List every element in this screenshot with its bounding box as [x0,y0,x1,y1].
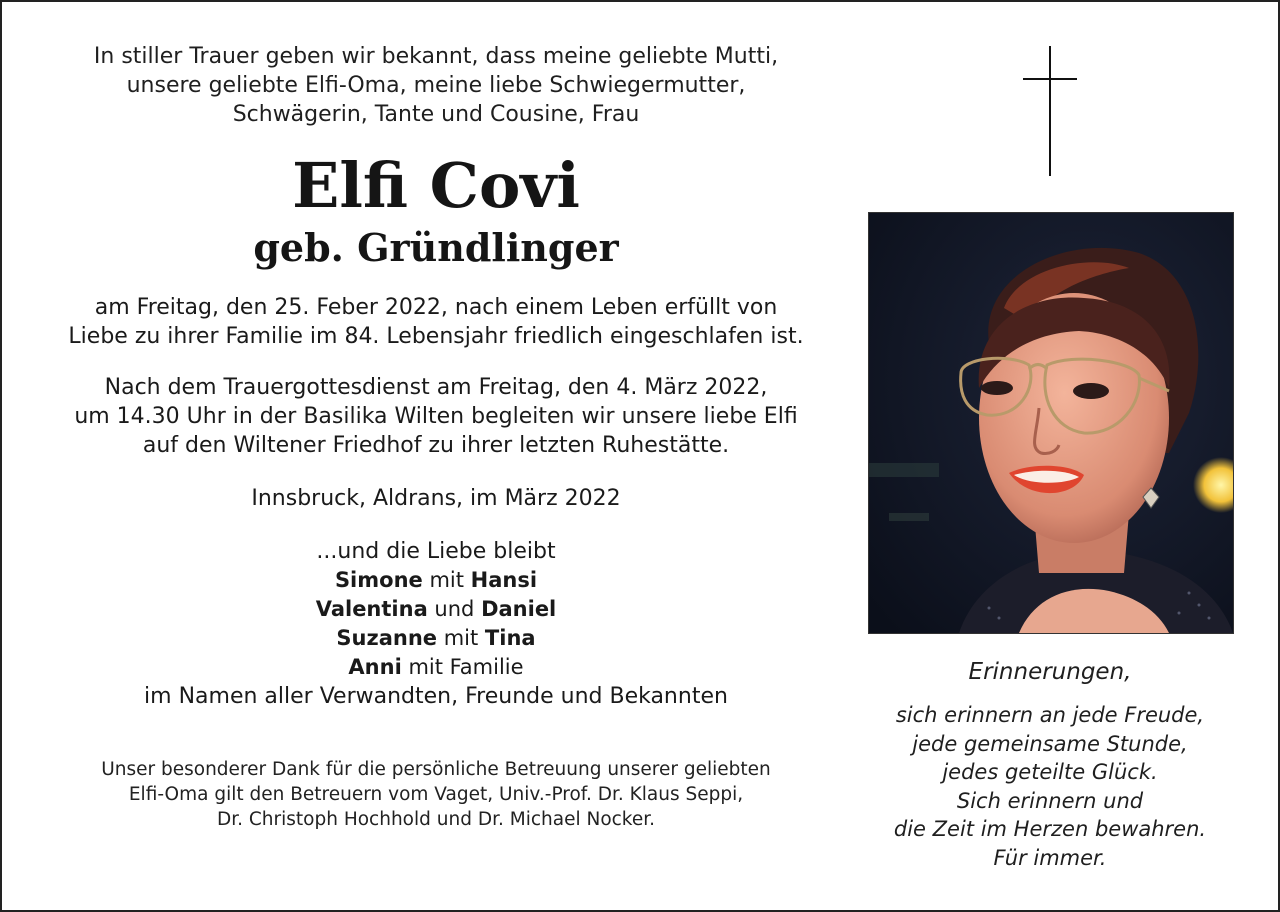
thanks-line: Dr. Christoph Hochhold und Dr. Michael Nocker. [216,809,656,830]
main-text-column [42,42,830,832]
portrait-photo [868,212,1234,634]
family-name: Hansi [470,568,538,592]
thanks-note [42,757,830,832]
poem-line: Für immer. [993,845,1107,870]
poem-line: die Zeit im Herzen bewahren. [893,817,1207,841]
funeral-info [42,373,830,460]
family-name: Valentina [315,597,428,621]
death-notice-line: am Freitag, den 25. Feber 2022, nach einem Leben erfüllt von [94,295,778,320]
family-name: Tina [484,626,536,650]
family-name: Daniel [481,597,557,621]
love-line: ...und die Liebe bleibt [316,539,556,564]
intro-line: In stiller Trauer geben wir bekannt, dass meine geliebte Mutti, [93,44,779,69]
family-closing: im Namen aller Verwandten, Freunde und Bekannten [144,684,728,709]
family-joiner: mit [422,568,471,592]
family-joiner: mit Familie [401,655,524,679]
family-name: Simone [334,568,423,592]
funeral-line: um 14.30 Uhr in der Basilika Wilten begleiten wir unsere liebe Elfi [74,404,798,429]
funeral-line: Nach dem Trauergottesdienst am Freitag, den 4. März 2022, [104,375,768,400]
poem [850,657,1250,872]
family-line [42,653,830,682]
cross-horizontal-bar [1023,78,1077,80]
family-joiner: und [427,597,482,621]
family-list [42,566,830,711]
poem-line: Sich erinnern und [956,788,1144,813]
family-name: Suzanne [336,626,438,650]
poem-line: jedes geteilte Glück. [942,760,1158,784]
intro-line: unsere geliebte Elfi-Oma, meine liebe Schwiegermutter, [126,73,746,98]
poem-line: jede gemeinsame Stunde, [912,731,1188,756]
portrait-illustration [869,213,1233,633]
poem-title: Erinnerungen, [968,659,1132,685]
deceased-name: Elfi Covi [292,149,580,222]
poem-lines [850,701,1250,872]
thanks-line: Unser besonderer Dank für die persönliche Betreuung unserer geliebten [101,759,771,780]
family-line [42,595,830,624]
funeral-line: auf den Wiltener Friedhof zu ihrer letzten Ruhestätte. [142,433,730,458]
family-line [42,566,830,595]
intro-line: Schwägerin, Tante und Cousine, Frau [232,102,640,127]
death-notice-line: Liebe zu ihrer Familie im 84. Lebensjahr friedlich eingeschlafen ist. [68,324,804,349]
death-notice [42,293,830,351]
cross-vertical-bar [1049,46,1051,176]
poem-line: sich erinnern an jede Freude, [895,703,1205,727]
family-line [42,624,830,653]
thanks-line: Elfi-Oma gilt den Betreuern vom Vaget, Univ.-Prof. Dr. Klaus Seppi, [128,784,744,805]
maiden-name: geb. Gründlinger [253,225,619,270]
place-date: Innsbruck, Aldrans, im März 2022 [251,486,621,511]
cross-icon [1023,46,1077,176]
family-name: Anni [348,655,402,679]
family-joiner: mit [437,626,485,650]
